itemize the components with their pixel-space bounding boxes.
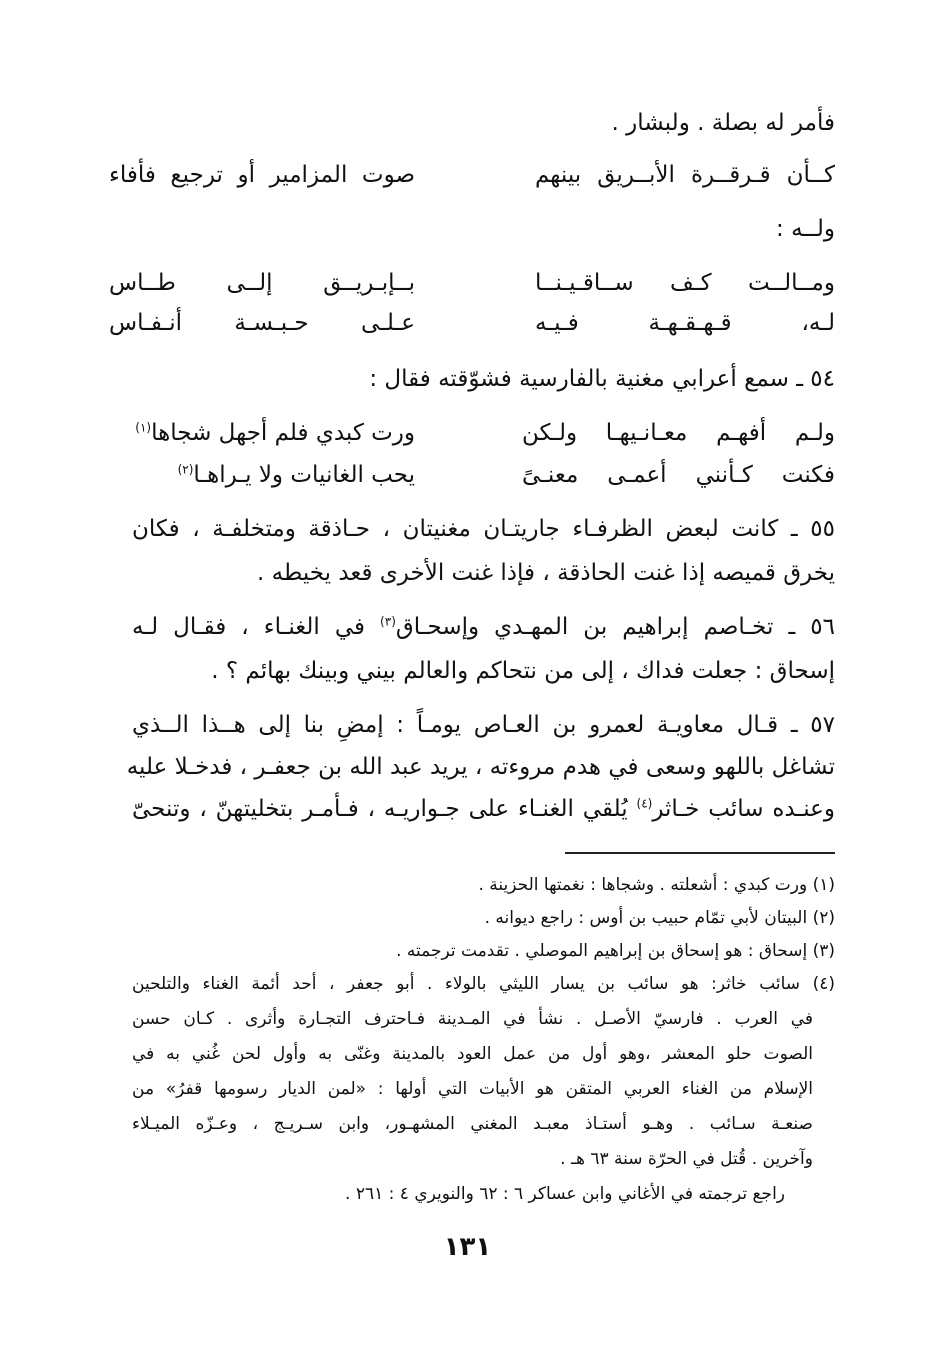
footnote-4-line: (٤) سائب خاثر: هو سائب بن يسار الليثي بالولاء . أبو جعفر ، أحد أئمة الغناء والتلحين: [132, 974, 835, 994]
footnote-4-line: وآخرين . قُتل في الحرّة سنة ٦٣ هـ .: [560, 1149, 813, 1169]
footnote-4-line: صنعـة سـائب . وهـو أستـاذ معبـد المغني المشهـور، وابن سـريـج ، وعـزّه الميـلاء: [132, 1114, 813, 1134]
page-number: ١٣١: [443, 1232, 492, 1262]
verse-hemistich-right: فكنت كـأنني أعمـى معنـىً: [522, 462, 835, 488]
verse-text: ورت كبدي فلم أجهل شجاها: [151, 420, 415, 446]
verse-hemistich-right: كــأن قـرقــرة الأبــريق بينهم: [535, 162, 835, 188]
verse-hemistich-left: [109, 418, 415, 448]
paragraph-line: [132, 794, 835, 824]
verse-hemistich-left: [109, 460, 415, 490]
footnote-4-line: في العرب . فارسيّ الأصـل . نشأ في المـدينة فـاحترف التجـارة وأثرى . كـان حسن: [132, 1009, 813, 1029]
paragraph-54: ٥٤ ـ سمع أعرابي مغنية بالفارسية فشوّقته فقال :: [369, 366, 835, 392]
paragraph-line: تشاغل باللهو وسعى في هدم مروءته ، يريد عبد الله بن جعفـر ، فدخـلا عليه: [126, 754, 835, 780]
verse-hemistich-right: ومــالــت كـف ســاقـيـنــا: [535, 270, 835, 296]
text-line: ولــه :: [776, 216, 835, 242]
footnote-3: (٣) إسحاق : هو إسحاق بن إبراهيم الموصلي . تقدمت ترجمته .: [396, 941, 835, 961]
paragraph-text: ٥٦ ـ تخـاصم إبراهيم بن المهـدي وإسحـاق: [395, 614, 835, 640]
footnote-1: (١) ورت كبدي : أشعلته . وشجاها : نغمتها الحزينة .: [478, 875, 835, 895]
verse-hemistich-right: ولـم أفهـم معـانـيهـا ولـكن: [522, 420, 835, 446]
paragraph-line: [132, 612, 835, 642]
footnote-ref: (١): [135, 420, 152, 435]
footnote-ref: (٣): [380, 614, 396, 629]
verse-hemistich-left: صوت المزامير أو ترجيع فأفاء: [109, 162, 415, 188]
footnote-4-line: الإسلام من الغناء العربي المتقن هو الأبيات التي أولها : «لمن الديار رسومها قفرُ» من: [132, 1079, 813, 1099]
paragraph-text: يُلقي الغنـاء على جـواريـه ، فـأمـر بتخليتهنّ ، وتنحىّ: [132, 796, 637, 822]
text-line: فأمر له بصلة . ولبشار .: [611, 110, 835, 136]
paragraph-line: ٥٥ ـ كانت لبعض الظرفـاء جاريتـان مغنيتان ، حـاذقة ومتخلفـة ، فكان: [132, 516, 835, 542]
verse-hemistich-right: لـه، قـهـقـهـة فـيـه: [535, 310, 835, 336]
paragraph-line: ٥٧ ـ قـال معاويـة لعمرو بن العـاص يومـاً : إمضِ بنا إلى هــذا الــذي: [132, 712, 835, 738]
footnote-separator: [565, 852, 835, 854]
verse-hemistich-left: عـلـى حـبـسـة أنـفـاس: [109, 310, 415, 336]
paragraph-text: في الغنـاء ، فقـال لـه: [132, 614, 381, 640]
verse-hemistich-left: بــإبـريــق إلــى طــاس: [109, 270, 415, 296]
footnote-4-line: الصوت حلو المعشر ،وهو أول من عمل العود بالمدينة وغنّى به وأول لحن غُني به في: [132, 1044, 813, 1064]
paragraph-line: يخرق قميصه إذا غنت الحاذقة ، فإذا غنت الأخرى قعد يخيطه .: [257, 560, 835, 586]
paragraph-text: وعنـده سائب خـاثر: [652, 796, 836, 822]
footnote-ref: (٤): [636, 796, 653, 811]
footnote-ref: (٢): [177, 462, 194, 477]
footnote-2: (٢) البيتان لأبي تمّام حبيب بن أوس : راجع ديوانه .: [484, 908, 835, 928]
footnote-4-reference: راجع ترجمته في الأغاني وابن عساكر ٦ : ٦٢ والنويري ٤ : ٢٦١ .: [345, 1184, 785, 1204]
verse-text: يحب الغانيات ولا يـراهـا: [193, 462, 415, 488]
paragraph-line: إسحاق : جعلت فداك ، إلى من نتحاكم والعالم بيني وبينك بهائم ؟ .: [211, 658, 835, 684]
